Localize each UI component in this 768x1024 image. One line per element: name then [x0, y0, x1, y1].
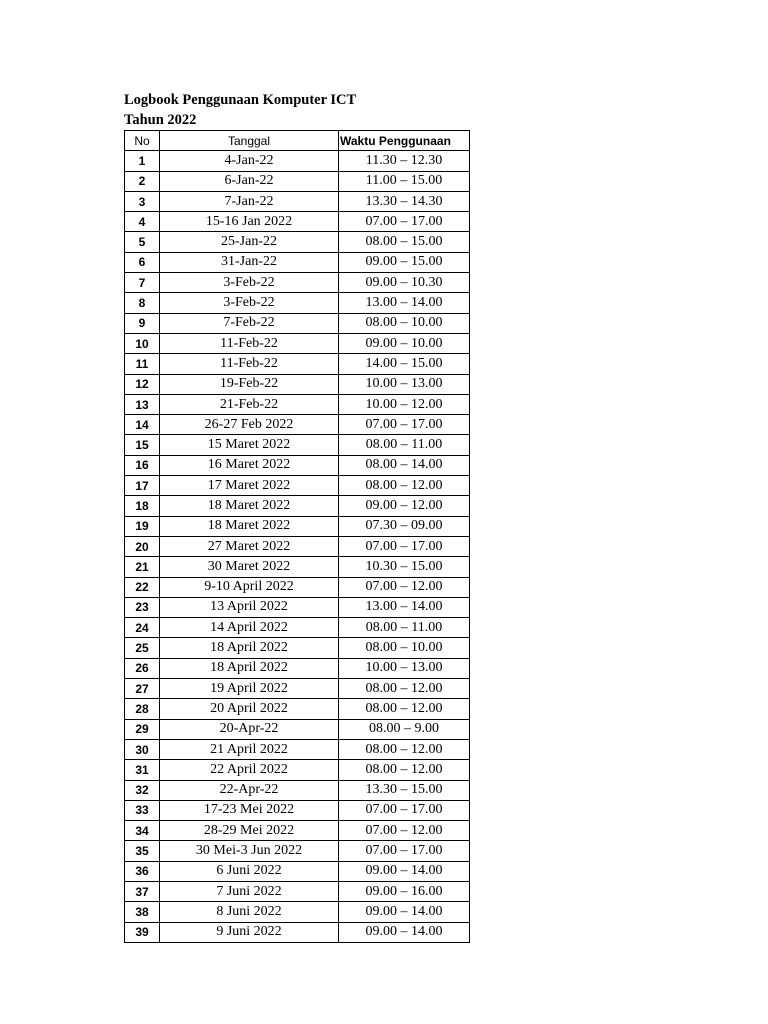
row-number-cell: 7: [125, 273, 160, 293]
date-cell: 30 Maret 2022: [160, 557, 339, 577]
date-cell: 22 April 2022: [160, 760, 339, 780]
date-cell: 19-Feb-22: [160, 374, 339, 394]
row-number-cell: 35: [125, 841, 160, 861]
document-subtitle: Tahun 2022: [124, 112, 197, 128]
time-range-cell: 07.00 – 12.00: [339, 821, 470, 841]
table-row: [125, 273, 470, 293]
row-number-cell: 21: [125, 557, 160, 577]
table-row: [125, 496, 470, 516]
date-cell: 22-Apr-22: [160, 780, 339, 800]
date-cell: 31-Jan-22: [160, 252, 339, 272]
date-cell: 3-Feb-22: [160, 273, 339, 293]
table-row: [125, 679, 470, 699]
time-range-cell: 08.00 – 15.00: [339, 232, 470, 252]
date-cell: 14 April 2022: [160, 618, 339, 638]
time-range-cell: 13.00 – 14.00: [339, 293, 470, 313]
row-number-cell: 28: [125, 699, 160, 719]
table-row: [125, 212, 470, 232]
row-number-cell: 5: [125, 232, 160, 252]
column-header-time: Waktu Penggunaan: [339, 131, 470, 151]
table-row: [125, 516, 470, 536]
time-range-cell: 09.00 – 14.00: [339, 922, 470, 942]
date-cell: 17-23 Mei 2022: [160, 800, 339, 820]
date-cell: 20-Apr-22: [160, 719, 339, 739]
row-number-cell: 24: [125, 618, 160, 638]
date-cell: 27 Maret 2022: [160, 536, 339, 556]
date-cell: 8 Juni 2022: [160, 902, 339, 922]
table-row: [125, 557, 470, 577]
table-row: [125, 618, 470, 638]
time-range-cell: 07.00 – 17.00: [339, 536, 470, 556]
time-range-cell: 08.00 – 12.00: [339, 679, 470, 699]
table-row: [125, 394, 470, 414]
time-range-cell: 13.30 – 15.00: [339, 780, 470, 800]
row-number-cell: 39: [125, 922, 160, 942]
time-range-cell: 11.30 – 12.30: [339, 151, 470, 171]
row-number-cell: 34: [125, 821, 160, 841]
time-range-cell: 14.00 – 15.00: [339, 354, 470, 374]
row-number-cell: 29: [125, 719, 160, 739]
table-row: [125, 577, 470, 597]
date-cell: 7-Jan-22: [160, 191, 339, 211]
date-cell: 6-Jan-22: [160, 171, 339, 191]
row-number-cell: 8: [125, 293, 160, 313]
table-row: [125, 455, 470, 475]
time-range-cell: 09.00 – 16.00: [339, 881, 470, 901]
document-title: Logbook Penggunaan Komputer ICT: [124, 92, 357, 108]
table-row: [125, 151, 470, 171]
date-cell: 25-Jan-22: [160, 232, 339, 252]
row-number-cell: 19: [125, 516, 160, 536]
date-cell: 18 April 2022: [160, 658, 339, 678]
time-range-cell: 07.00 – 12.00: [339, 577, 470, 597]
table-row: [125, 861, 470, 881]
row-number-cell: 16: [125, 455, 160, 475]
table-row: [125, 597, 470, 617]
row-number-cell: 36: [125, 861, 160, 881]
row-number-cell: 37: [125, 881, 160, 901]
date-cell: 15 Maret 2022: [160, 435, 339, 455]
table-row: [125, 191, 470, 211]
table-row: [125, 232, 470, 252]
time-range-cell: 09.00 – 10.30: [339, 273, 470, 293]
row-number-cell: 10: [125, 333, 160, 353]
date-cell: 3-Feb-22: [160, 293, 339, 313]
date-cell: 21-Feb-22: [160, 394, 339, 414]
table-row: [125, 841, 470, 861]
table-row: [125, 313, 470, 333]
table-row: [125, 760, 470, 780]
date-cell: 30 Mei-3 Jun 2022: [160, 841, 339, 861]
usage-log-table: [124, 130, 470, 943]
row-number-cell: 11: [125, 354, 160, 374]
time-range-cell: 08.00 – 12.00: [339, 476, 470, 496]
row-number-cell: 30: [125, 739, 160, 759]
time-range-cell: 13.30 – 14.30: [339, 191, 470, 211]
date-cell: 16 Maret 2022: [160, 455, 339, 475]
row-number-cell: 26: [125, 658, 160, 678]
row-number-cell: 38: [125, 902, 160, 922]
row-number-cell: 17: [125, 476, 160, 496]
row-number-cell: 31: [125, 760, 160, 780]
table-row: [125, 638, 470, 658]
date-cell: 9-10 April 2022: [160, 577, 339, 597]
date-cell: 18 Maret 2022: [160, 516, 339, 536]
time-range-cell: 10.00 – 13.00: [339, 658, 470, 678]
row-number-cell: 14: [125, 415, 160, 435]
date-cell: 19 April 2022: [160, 679, 339, 699]
row-number-cell: 15: [125, 435, 160, 455]
time-range-cell: 11.00 – 15.00: [339, 171, 470, 191]
time-range-cell: 10.30 – 15.00: [339, 557, 470, 577]
date-cell: 7-Feb-22: [160, 313, 339, 333]
date-cell: 20 April 2022: [160, 699, 339, 719]
table-row: [125, 333, 470, 353]
time-range-cell: 08.00 – 12.00: [339, 739, 470, 759]
table-body: [125, 151, 470, 943]
table-row: [125, 739, 470, 759]
date-cell: 18 April 2022: [160, 638, 339, 658]
table-row: [125, 435, 470, 455]
row-number-cell: 1: [125, 151, 160, 171]
row-number-cell: 23: [125, 597, 160, 617]
table-row: [125, 293, 470, 313]
table-row: [125, 415, 470, 435]
time-range-cell: 07.00 – 17.00: [339, 841, 470, 861]
date-cell: 4-Jan-22: [160, 151, 339, 171]
date-cell: 15-16 Jan 2022: [160, 212, 339, 232]
time-range-cell: 08.00 – 11.00: [339, 435, 470, 455]
column-header-no: No: [125, 131, 160, 151]
time-range-cell: 13.00 – 14.00: [339, 597, 470, 617]
time-range-cell: 07.00 – 17.00: [339, 212, 470, 232]
row-number-cell: 4: [125, 212, 160, 232]
time-range-cell: 09.00 – 10.00: [339, 333, 470, 353]
row-number-cell: 12: [125, 374, 160, 394]
table-row: [125, 476, 470, 496]
date-cell: 7 Juni 2022: [160, 881, 339, 901]
table-row: [125, 780, 470, 800]
date-cell: 28-29 Mei 2022: [160, 821, 339, 841]
row-number-cell: 3: [125, 191, 160, 211]
table-row: [125, 658, 470, 678]
date-cell: 11-Feb-22: [160, 354, 339, 374]
table-row: [125, 699, 470, 719]
row-number-cell: 2: [125, 171, 160, 191]
table-row: [125, 902, 470, 922]
date-cell: 13 April 2022: [160, 597, 339, 617]
row-number-cell: 13: [125, 394, 160, 414]
table-row: [125, 922, 470, 942]
document-page: [124, 90, 470, 943]
row-number-cell: 18: [125, 496, 160, 516]
time-range-cell: 08.00 – 11.00: [339, 618, 470, 638]
table-row: [125, 800, 470, 820]
date-cell: 6 Juni 2022: [160, 861, 339, 881]
time-range-cell: 09.00 – 15.00: [339, 252, 470, 272]
time-range-cell: 07.00 – 17.00: [339, 800, 470, 820]
table-row: [125, 821, 470, 841]
table-row: [125, 252, 470, 272]
time-range-cell: 08.00 – 12.00: [339, 760, 470, 780]
time-range-cell: 09.00 – 14.00: [339, 861, 470, 881]
time-range-cell: 10.00 – 13.00: [339, 374, 470, 394]
table-row: [125, 171, 470, 191]
time-range-cell: 09.00 – 12.00: [339, 496, 470, 516]
time-range-cell: 09.00 – 14.00: [339, 902, 470, 922]
time-range-cell: 07.30 – 09.00: [339, 516, 470, 536]
time-range-cell: 08.00 – 14.00: [339, 455, 470, 475]
date-cell: 17 Maret 2022: [160, 476, 339, 496]
date-cell: 11-Feb-22: [160, 333, 339, 353]
date-cell: 18 Maret 2022: [160, 496, 339, 516]
table-row: [125, 354, 470, 374]
row-number-cell: 32: [125, 780, 160, 800]
row-number-cell: 20: [125, 536, 160, 556]
row-number-cell: 9: [125, 313, 160, 333]
time-range-cell: 08.00 – 10.00: [339, 313, 470, 333]
row-number-cell: 27: [125, 679, 160, 699]
table-row: [125, 719, 470, 739]
time-range-cell: 07.00 – 17.00: [339, 415, 470, 435]
time-range-cell: 08.00 – 12.00: [339, 699, 470, 719]
time-range-cell: 08.00 – 10.00: [339, 638, 470, 658]
time-range-cell: 08.00 – 9.00: [339, 719, 470, 739]
date-cell: 9 Juni 2022: [160, 922, 339, 942]
date-cell: 26-27 Feb 2022: [160, 415, 339, 435]
row-number-cell: 6: [125, 252, 160, 272]
date-cell: 21 April 2022: [160, 739, 339, 759]
table-row: [125, 536, 470, 556]
row-number-cell: 25: [125, 638, 160, 658]
table-row: [125, 374, 470, 394]
time-range-cell: 10.00 – 12.00: [339, 394, 470, 414]
table-header-row: [125, 131, 470, 151]
table-row: [125, 881, 470, 901]
row-number-cell: 22: [125, 577, 160, 597]
row-number-cell: 33: [125, 800, 160, 820]
column-header-date: Tanggal: [160, 131, 339, 151]
